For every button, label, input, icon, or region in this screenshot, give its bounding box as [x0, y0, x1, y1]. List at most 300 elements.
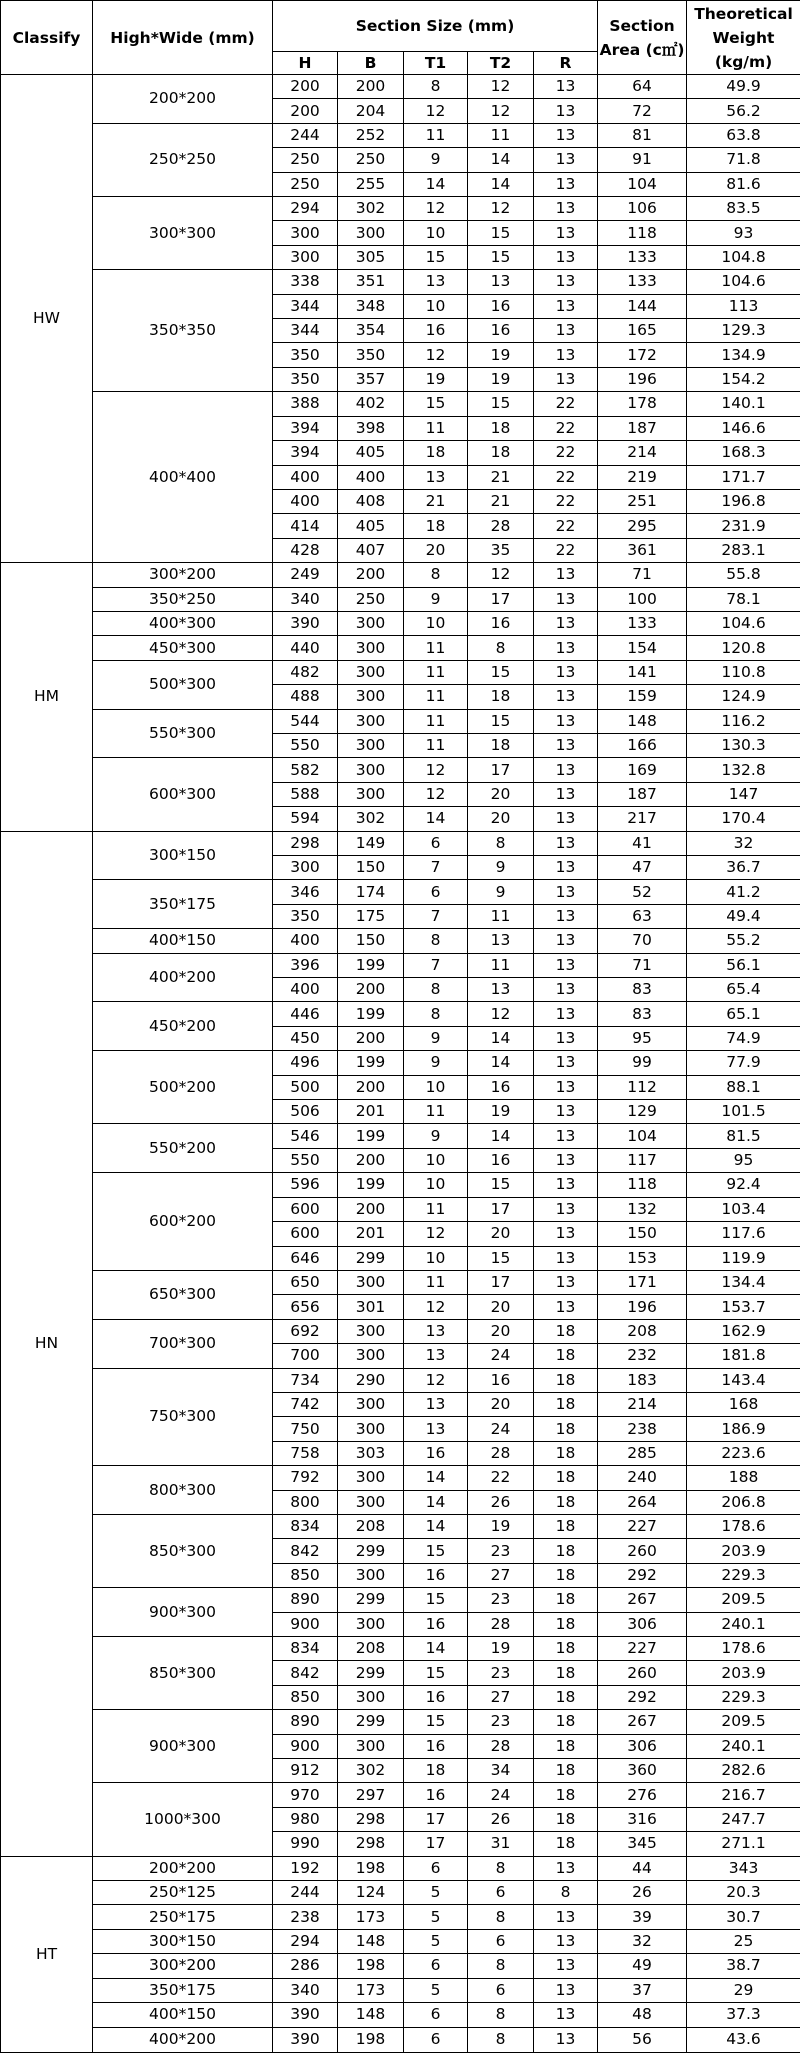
- h-cell: 298: [273, 831, 338, 855]
- t1-cell: 6: [404, 880, 468, 904]
- t1-cell: 15: [404, 392, 468, 416]
- theoretical-weight-cell: 78.1: [687, 587, 800, 611]
- h-cell: 912: [273, 1759, 338, 1783]
- section-area-cell: 91: [598, 148, 687, 172]
- t1-cell: 10: [404, 611, 468, 635]
- r-cell: 13: [534, 758, 598, 782]
- r-cell: 18: [534, 1807, 598, 1831]
- theoretical-weight-cell: 171.7: [687, 465, 800, 489]
- high-wide-cell: 650*300: [93, 1270, 273, 1319]
- t2-cell: 14: [468, 1051, 534, 1075]
- classify-header: Classify: [1, 1, 93, 75]
- high-wide-cell: 750*300: [93, 1368, 273, 1466]
- classify-cell: HW: [1, 75, 93, 563]
- theoretical-weight-cell: 186.9: [687, 1417, 800, 1441]
- theoretical-weight-cell: 55.2: [687, 929, 800, 953]
- b-cell: 200: [338, 1075, 404, 1099]
- t2-cell: 24: [468, 1783, 534, 1807]
- t2-cell: 24: [468, 1417, 534, 1441]
- h-cell: 700: [273, 1344, 338, 1368]
- section-area-cell: 196: [598, 367, 687, 391]
- table-row: [1, 1319, 800, 1343]
- theoretical-weight-cell: 196.8: [687, 489, 800, 513]
- r-cell: 13: [534, 978, 598, 1002]
- b-cell: 407: [338, 538, 404, 562]
- section-area-cell: 117: [598, 1148, 687, 1172]
- b-cell: 301: [338, 1295, 404, 1319]
- h-cell: 970: [273, 1783, 338, 1807]
- h-cell: 300: [273, 856, 338, 880]
- table-row: [1, 587, 800, 611]
- t2-cell: 13: [468, 270, 534, 294]
- t1-cell: 6: [404, 2027, 468, 2053]
- theoretical-weight-cell: 134.9: [687, 343, 800, 367]
- table-row: [1, 123, 800, 147]
- theoretical-weight-cell: 178.6: [687, 1637, 800, 1661]
- r-cell: 13: [534, 367, 598, 391]
- b-cell: 150: [338, 856, 404, 880]
- theoretical-weight-cell: 209.5: [687, 1588, 800, 1612]
- t2-cell: 31: [468, 1832, 534, 1856]
- r-cell: 13: [534, 245, 598, 269]
- b-cell: 300: [338, 1344, 404, 1368]
- b-cell: 175: [338, 904, 404, 928]
- h-cell: 596: [273, 1173, 338, 1197]
- table-row: [1, 636, 800, 660]
- high-wide-cell: 800*300: [93, 1466, 273, 1515]
- high-wide-cell: 550*300: [93, 709, 273, 758]
- h-cell: 750: [273, 1417, 338, 1441]
- high-wide-cell: 450*200: [93, 1002, 273, 1051]
- t1-cell: 10: [404, 294, 468, 318]
- t2-cell: 19: [468, 367, 534, 391]
- t1-cell: 9: [404, 1051, 468, 1075]
- b-cell: 200: [338, 1148, 404, 1172]
- t1-cell: 5: [404, 1929, 468, 1953]
- r-cell: 18: [534, 1661, 598, 1685]
- section-area-cell: 227: [598, 1637, 687, 1661]
- h-cell: 400: [273, 465, 338, 489]
- b-cell: 198: [338, 1856, 404, 1880]
- t2-cell: 18: [468, 416, 534, 440]
- theoretical-weight-cell: 81.5: [687, 1124, 800, 1148]
- r-cell: 18: [534, 1490, 598, 1514]
- h-header: H: [273, 52, 338, 75]
- theoretical-weight-cell: 56.1: [687, 953, 800, 977]
- classify-cell: HT: [1, 1856, 93, 2052]
- section-area-cell: 37: [598, 1978, 687, 2002]
- t2-cell: 26: [468, 1807, 534, 1831]
- t1-cell: 16: [404, 1441, 468, 1465]
- r-cell: 18: [534, 1344, 598, 1368]
- theoretical-weight-cell: 181.8: [687, 1344, 800, 1368]
- t1-cell: 5: [404, 1905, 468, 1929]
- section-area-cell: 83: [598, 978, 687, 1002]
- r-cell: 18: [534, 1319, 598, 1343]
- theoretical-weight-cell: 120.8: [687, 636, 800, 660]
- theoretical-weight-cell: 178.6: [687, 1514, 800, 1538]
- theoretical-weight-header: Theoretical Weight (kg/m): [687, 1, 800, 75]
- t2-cell: 26: [468, 1490, 534, 1514]
- b-cell: 198: [338, 1954, 404, 1978]
- t1-cell: 11: [404, 685, 468, 709]
- h-cell: 550: [273, 733, 338, 757]
- h-cell: 344: [273, 294, 338, 318]
- h-cell: 600: [273, 1222, 338, 1246]
- theoretical-weight-cell: 119.9: [687, 1246, 800, 1270]
- t1-cell: 9: [404, 1124, 468, 1148]
- section-area-cell: 187: [598, 416, 687, 440]
- b-cell: 199: [338, 1002, 404, 1026]
- b-cell: 300: [338, 709, 404, 733]
- t2-cell: 20: [468, 1222, 534, 1246]
- t1-cell: 12: [404, 758, 468, 782]
- r-cell: 13: [534, 611, 598, 635]
- theoretical-weight-cell: 83.5: [687, 197, 800, 221]
- theoretical-weight-cell: 88.1: [687, 1075, 800, 1099]
- high-wide-cell: 500*200: [93, 1051, 273, 1124]
- t2-cell: 23: [468, 1710, 534, 1734]
- b-cell: 299: [338, 1710, 404, 1734]
- b-cell: 255: [338, 172, 404, 196]
- h-cell: 428: [273, 538, 338, 562]
- r-cell: 13: [534, 733, 598, 757]
- section-area-cell: 169: [598, 758, 687, 782]
- b-cell: 290: [338, 1368, 404, 1392]
- theoretical-weight-cell: 146.6: [687, 416, 800, 440]
- t1-cell: 13: [404, 1319, 468, 1343]
- table-row: [1, 953, 800, 977]
- b-cell: 300: [338, 782, 404, 806]
- theoretical-weight-cell: 216.7: [687, 1783, 800, 1807]
- r-cell: 18: [534, 1539, 598, 1563]
- theoretical-weight-cell: 77.9: [687, 1051, 800, 1075]
- h-cell: 192: [273, 1856, 338, 1880]
- t2-cell: 27: [468, 1563, 534, 1587]
- section-area-cell: 104: [598, 172, 687, 196]
- t2-cell: 9: [468, 880, 534, 904]
- t1-cell: 10: [404, 1246, 468, 1270]
- high-wide-cell: 350*350: [93, 270, 273, 392]
- b-cell: 199: [338, 1051, 404, 1075]
- theoretical-weight-cell: 203.9: [687, 1661, 800, 1685]
- section-area-cell: 232: [598, 1344, 687, 1368]
- section-area-cell: 276: [598, 1783, 687, 1807]
- section-area-cell: 292: [598, 1685, 687, 1709]
- t2-cell: 34: [468, 1759, 534, 1783]
- h-cell: 238: [273, 1905, 338, 1929]
- t1-cell: 6: [404, 1856, 468, 1880]
- theoretical-weight-cell: 43.6: [687, 2027, 800, 2053]
- r-cell: 13: [534, 294, 598, 318]
- r-cell: 18: [534, 1759, 598, 1783]
- b-cell: 199: [338, 1173, 404, 1197]
- section-size-header: Section Size (mm): [273, 1, 598, 52]
- r-cell: 13: [534, 953, 598, 977]
- theoretical-weight-cell: 49.4: [687, 904, 800, 928]
- t1-cell: 17: [404, 1807, 468, 1831]
- h-cell: 594: [273, 807, 338, 831]
- b-cell: 300: [338, 1612, 404, 1636]
- h-cell: 300: [273, 221, 338, 245]
- b-cell: 173: [338, 1978, 404, 2002]
- t1-cell: 21: [404, 489, 468, 513]
- h-cell: 488: [273, 685, 338, 709]
- r-cell: 18: [534, 1417, 598, 1441]
- t2-cell: 23: [468, 1588, 534, 1612]
- table-row: [1, 1881, 800, 1905]
- t1-cell: 15: [404, 1710, 468, 1734]
- h-cell: 294: [273, 197, 338, 221]
- theoretical-weight-cell: 113: [687, 294, 800, 318]
- h-cell: 582: [273, 758, 338, 782]
- table-row: [1, 1466, 800, 1490]
- b-cell: 348: [338, 294, 404, 318]
- r-cell: 13: [534, 782, 598, 806]
- b-cell: 398: [338, 416, 404, 440]
- t2-cell: 23: [468, 1539, 534, 1563]
- h-cell: 546: [273, 1124, 338, 1148]
- table-row: [1, 1856, 800, 1880]
- section-area-cell: 71: [598, 953, 687, 977]
- section-area-cell: 183: [598, 1368, 687, 1392]
- t1-cell: 12: [404, 1295, 468, 1319]
- h-cell: 646: [273, 1246, 338, 1270]
- t1-cell: 8: [404, 978, 468, 1002]
- r-cell: 13: [534, 587, 598, 611]
- t1-cell: 14: [404, 1514, 468, 1538]
- r-cell: 13: [534, 270, 598, 294]
- t1-cell: 11: [404, 416, 468, 440]
- section-area-cell: 153: [598, 1246, 687, 1270]
- high-wide-cell: 250*125: [93, 1881, 273, 1905]
- b-cell: 199: [338, 1124, 404, 1148]
- h-cell: 244: [273, 123, 338, 147]
- t1-cell: 12: [404, 197, 468, 221]
- theoretical-weight-cell: 95: [687, 1148, 800, 1172]
- section-area-cell: 150: [598, 1222, 687, 1246]
- t2-cell: 16: [468, 294, 534, 318]
- b-cell: 299: [338, 1588, 404, 1612]
- section-area-cell: 306: [598, 1612, 687, 1636]
- t1-cell: 16: [404, 1563, 468, 1587]
- section-area-cell: 217: [598, 807, 687, 831]
- table-row: [1, 1051, 800, 1075]
- b-cell: 354: [338, 319, 404, 343]
- b-cell: 208: [338, 1514, 404, 1538]
- t2-cell: 19: [468, 343, 534, 367]
- t2-cell: 28: [468, 1441, 534, 1465]
- h-cell: 890: [273, 1710, 338, 1734]
- r-cell: 18: [534, 1588, 598, 1612]
- t1-cell: 20: [404, 538, 468, 562]
- high-wide-cell: 400*150: [93, 929, 273, 953]
- h-cell: 286: [273, 1954, 338, 1978]
- t2-cell: 9: [468, 856, 534, 880]
- section-area-cell: 148: [598, 709, 687, 733]
- b-cell: 298: [338, 1807, 404, 1831]
- high-wide-cell: 600*200: [93, 1173, 273, 1271]
- section-area-cell: 178: [598, 392, 687, 416]
- t1-cell: 9: [404, 1026, 468, 1050]
- t1-cell: 12: [404, 1222, 468, 1246]
- section-area-cell: 48: [598, 2003, 687, 2027]
- t2-cell: 8: [468, 1905, 534, 1929]
- theoretical-weight-cell: 20.3: [687, 1881, 800, 1905]
- theoretical-weight-cell: 134.4: [687, 1270, 800, 1294]
- t1-cell: 5: [404, 1881, 468, 1905]
- b-cell: 300: [338, 685, 404, 709]
- t1-cell: 18: [404, 1759, 468, 1783]
- t2-cell: 20: [468, 1319, 534, 1343]
- t1-cell: 14: [404, 1637, 468, 1661]
- theoretical-weight-cell: 247.7: [687, 1807, 800, 1831]
- t1-cell: 10: [404, 1173, 468, 1197]
- b-cell: 300: [338, 611, 404, 635]
- h-cell: 758: [273, 1441, 338, 1465]
- h-cell: 900: [273, 1734, 338, 1758]
- b-cell: 405: [338, 441, 404, 465]
- theoretical-weight-cell: 116.2: [687, 709, 800, 733]
- h-cell: 400: [273, 489, 338, 513]
- theoretical-weight-cell: 188: [687, 1466, 800, 1490]
- table-row: [1, 2003, 800, 2027]
- t1-cell: 16: [404, 1612, 468, 1636]
- r-cell: 13: [534, 563, 598, 587]
- theoretical-weight-cell: 93: [687, 221, 800, 245]
- high-wide-cell: 400*150: [93, 2003, 273, 2027]
- t1-cell: 17: [404, 1832, 468, 1856]
- t2-cell: 27: [468, 1685, 534, 1709]
- theoretical-weight-cell: 153.7: [687, 1295, 800, 1319]
- theoretical-weight-cell: 103.4: [687, 1197, 800, 1221]
- section-area-cell: 132: [598, 1197, 687, 1221]
- t2-cell: 12: [468, 75, 534, 99]
- theoretical-weight-cell: 229.3: [687, 1563, 800, 1587]
- t2-cell: 15: [468, 245, 534, 269]
- theoretical-weight-cell: 104.8: [687, 245, 800, 269]
- t1-cell: 15: [404, 245, 468, 269]
- t2-cell: 24: [468, 1344, 534, 1368]
- r-cell: 13: [534, 1026, 598, 1050]
- section-area-cell: 292: [598, 1563, 687, 1587]
- h-cell: 588: [273, 782, 338, 806]
- r-cell: 13: [534, 831, 598, 855]
- h-cell: 394: [273, 416, 338, 440]
- b-cell: 350: [338, 343, 404, 367]
- t2-cell: 8: [468, 831, 534, 855]
- table-row: [1, 1978, 800, 2002]
- t2-cell: 28: [468, 514, 534, 538]
- t2-cell: 8: [468, 2003, 534, 2027]
- high-wide-cell: 350*175: [93, 880, 273, 929]
- t1-cell: 11: [404, 123, 468, 147]
- section-area-cell: 26: [598, 1881, 687, 1905]
- t1-cell: 13: [404, 465, 468, 489]
- b-cell: 198: [338, 2027, 404, 2053]
- b-cell: 124: [338, 1881, 404, 1905]
- r-cell: 18: [534, 1563, 598, 1587]
- section-area-cell: 39: [598, 1905, 687, 1929]
- section-area-cell: 72: [598, 99, 687, 123]
- high-wide-cell: 250*250: [93, 123, 273, 196]
- high-wide-cell: 200*200: [93, 1856, 273, 1880]
- section-area-cell: 264: [598, 1490, 687, 1514]
- theoretical-weight-cell: 271.1: [687, 1832, 800, 1856]
- r-cell: 13: [534, 1270, 598, 1294]
- b-cell: 405: [338, 514, 404, 538]
- h-cell: 346: [273, 880, 338, 904]
- t1-cell: 11: [404, 660, 468, 684]
- table-body: [1, 75, 800, 2053]
- theoretical-weight-cell: 130.3: [687, 733, 800, 757]
- r-cell: 13: [534, 148, 598, 172]
- high-wide-cell: 250*175: [93, 1905, 273, 1929]
- high-wide-cell: 350*175: [93, 1978, 273, 2002]
- r-cell: 13: [534, 1148, 598, 1172]
- t2-cell: 15: [468, 660, 534, 684]
- h-cell: 742: [273, 1392, 338, 1416]
- section-area-cell: 133: [598, 270, 687, 294]
- section-area-cell: 56: [598, 2027, 687, 2053]
- section-area-cell: 295: [598, 514, 687, 538]
- theoretical-weight-cell: 240.1: [687, 1734, 800, 1758]
- t2-cell: 16: [468, 1148, 534, 1172]
- r-cell: 13: [534, 856, 598, 880]
- t1-cell: 9: [404, 148, 468, 172]
- theoretical-weight-cell: 132.8: [687, 758, 800, 782]
- r-cell: 13: [534, 636, 598, 660]
- t1-cell: 18: [404, 441, 468, 465]
- h-cell: 300: [273, 245, 338, 269]
- t2-cell: 35: [468, 538, 534, 562]
- high-wide-cell: 700*300: [93, 1319, 273, 1368]
- b-cell: 173: [338, 1905, 404, 1929]
- table-row: [1, 611, 800, 635]
- r-cell: 22: [534, 538, 598, 562]
- b-cell: 174: [338, 880, 404, 904]
- section-area-header: Section Area (c㎡): [598, 1, 687, 75]
- section-area-cell: 118: [598, 221, 687, 245]
- theoretical-weight-cell: 283.1: [687, 538, 800, 562]
- b-cell: 199: [338, 953, 404, 977]
- t2-cell: 8: [468, 2027, 534, 2053]
- b-cell: 300: [338, 1734, 404, 1758]
- theoretical-weight-cell: 29: [687, 1978, 800, 2002]
- t1-cell: 12: [404, 343, 468, 367]
- t1-cell: 11: [404, 1270, 468, 1294]
- b-cell: 300: [338, 758, 404, 782]
- section-area-cell: 360: [598, 1759, 687, 1783]
- b-cell: 300: [338, 660, 404, 684]
- high-wide-cell: 600*300: [93, 758, 273, 831]
- t2-cell: 6: [468, 1929, 534, 1953]
- theoretical-weight-cell: 65.1: [687, 1002, 800, 1026]
- theoretical-weight-cell: 147: [687, 782, 800, 806]
- theoretical-weight-cell: 170.4: [687, 807, 800, 831]
- theoretical-weight-cell: 229.3: [687, 1685, 800, 1709]
- section-area-cell: 49: [598, 1954, 687, 1978]
- t1-cell: 13: [404, 1392, 468, 1416]
- h-cell: 834: [273, 1637, 338, 1661]
- t1-cell: 15: [404, 1661, 468, 1685]
- theoretical-weight-cell: 343: [687, 1856, 800, 1880]
- t2-cell: 23: [468, 1661, 534, 1685]
- theoretical-weight-cell: 168: [687, 1392, 800, 1416]
- table-row: [1, 1588, 800, 1612]
- r-cell: 13: [534, 1075, 598, 1099]
- r-cell: 13: [534, 1222, 598, 1246]
